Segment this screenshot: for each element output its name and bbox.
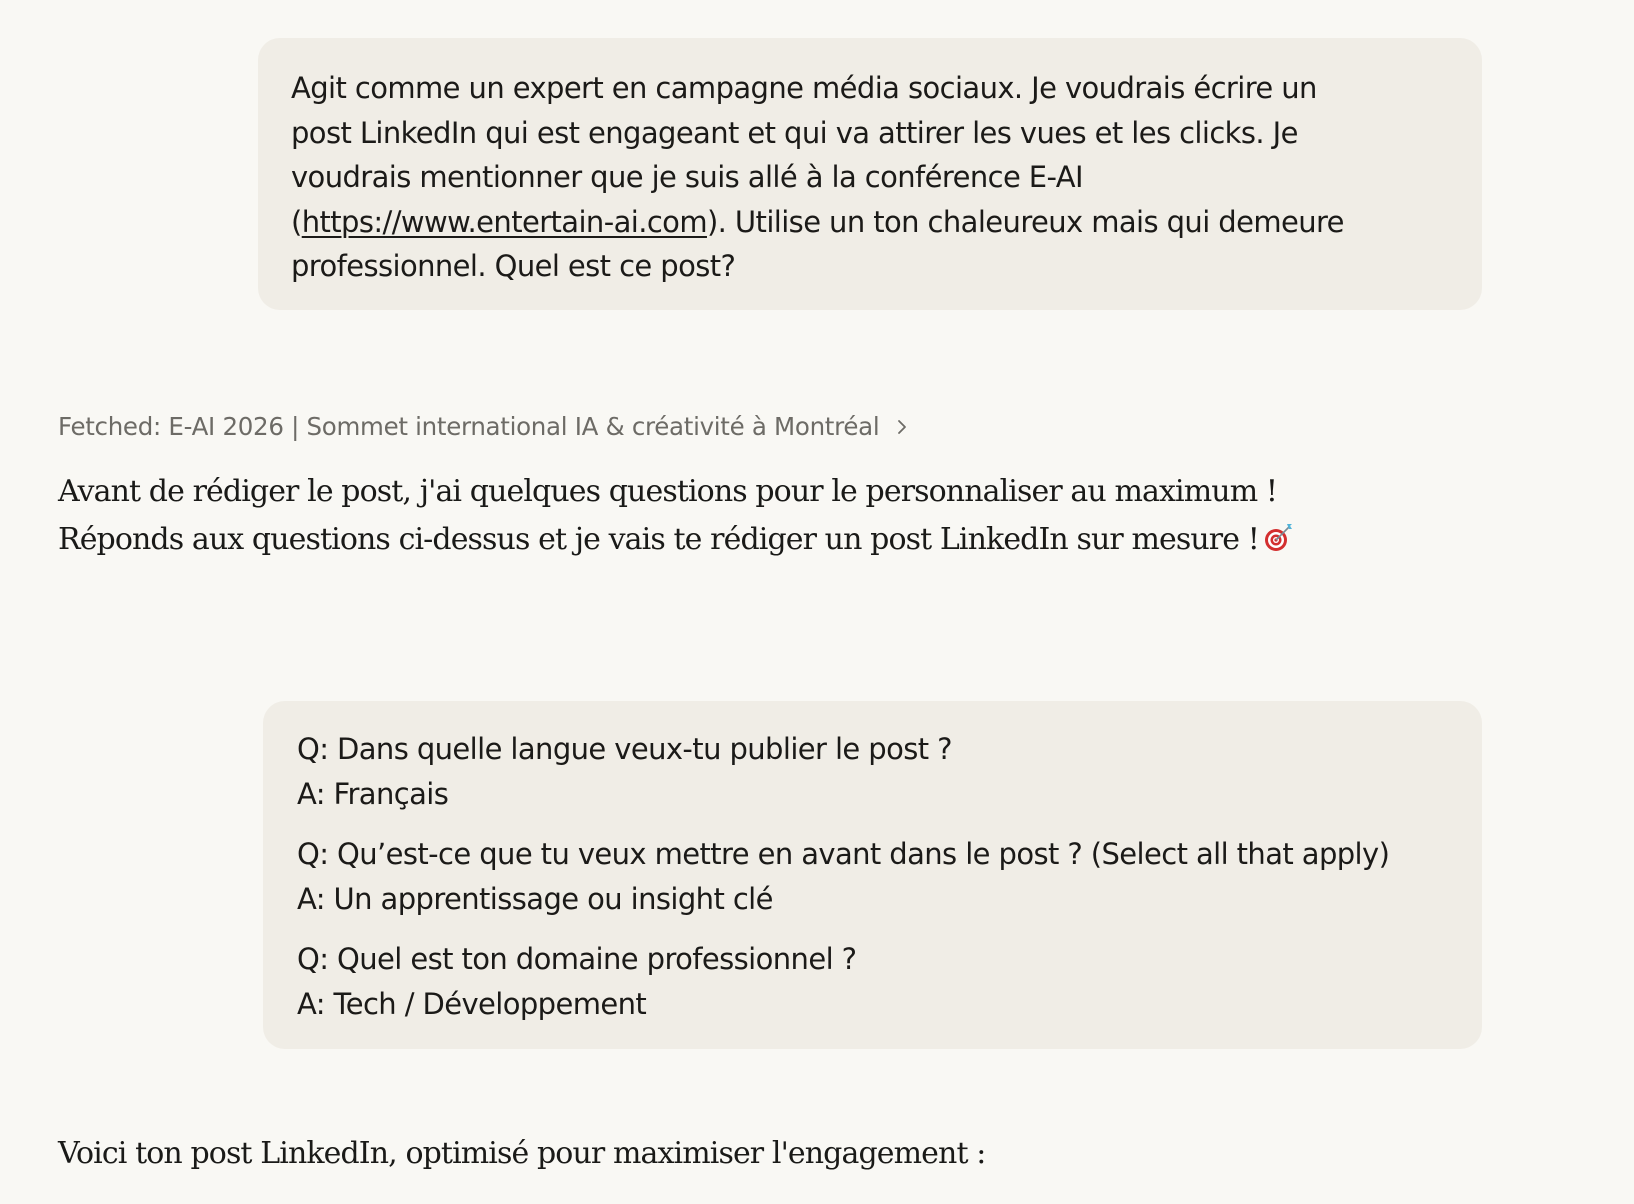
user-message-bubble xyxy=(258,38,1482,310)
conference-link[interactable]: https://www.entertain-ai.com xyxy=(301,204,707,239)
assistant-intro-line xyxy=(58,516,1295,564)
fetched-label: Fetched: E-AI 2026 | Sommet international IA & créativité à Montréal xyxy=(58,412,880,441)
user-message-line: professionnel. Quel est ce post? xyxy=(291,249,736,284)
user-message-line: post LinkedIn qui est engageant et qui va attirer les vues et les clicks. Je xyxy=(291,115,1298,150)
qa-summary-bubble xyxy=(263,701,1482,1049)
user-message-line-suffix: ). Utilise un ton chaleureux mais qui demeure xyxy=(706,204,1344,239)
qa-answer: A: Un apprentissage ou insight clé xyxy=(297,881,773,916)
user-message-line: voudrais mentionner que je suis allé à la conférence E-AI xyxy=(291,160,1083,195)
qa-pair xyxy=(297,832,1452,921)
chevron-right-icon xyxy=(893,418,911,436)
user-message-line xyxy=(291,200,1446,245)
qa-question: Q: Dans quelle langue veux-tu publier le post ? xyxy=(297,732,952,766)
qa-answer: A: Tech / Développement xyxy=(297,986,647,1021)
user-message-line: Agit comme un expert en campagne média sociaux. Je voudrais écrire un xyxy=(291,71,1317,105)
assistant-intro xyxy=(58,468,1295,564)
fetched-source-link[interactable] xyxy=(58,412,911,441)
qa-answer: A: Français xyxy=(297,776,449,811)
paren-open: ( xyxy=(291,204,302,239)
target-emoji-icon xyxy=(1263,521,1295,553)
qa-question: Q: Qu’est-ce que tu veux mettre en avant dans le post ? (Select all that apply) xyxy=(297,837,1390,871)
assistant-intro-line: Avant de rédiger le post, j'ai quelques questions pour le personnaliser au maximum ! xyxy=(58,474,1278,509)
assistant-outro: Voici ton post LinkedIn, optimisé pour maximiser l'engagement : xyxy=(58,1136,986,1171)
qa-pair xyxy=(297,727,1452,816)
qa-pair xyxy=(297,937,1452,1026)
qa-question: Q: Quel est ton domaine professionnel ? xyxy=(297,942,857,976)
assistant-intro-line-text: Réponds aux questions ci-dessus et je vais te rédiger un post LinkedIn sur mesure ! xyxy=(58,522,1259,557)
